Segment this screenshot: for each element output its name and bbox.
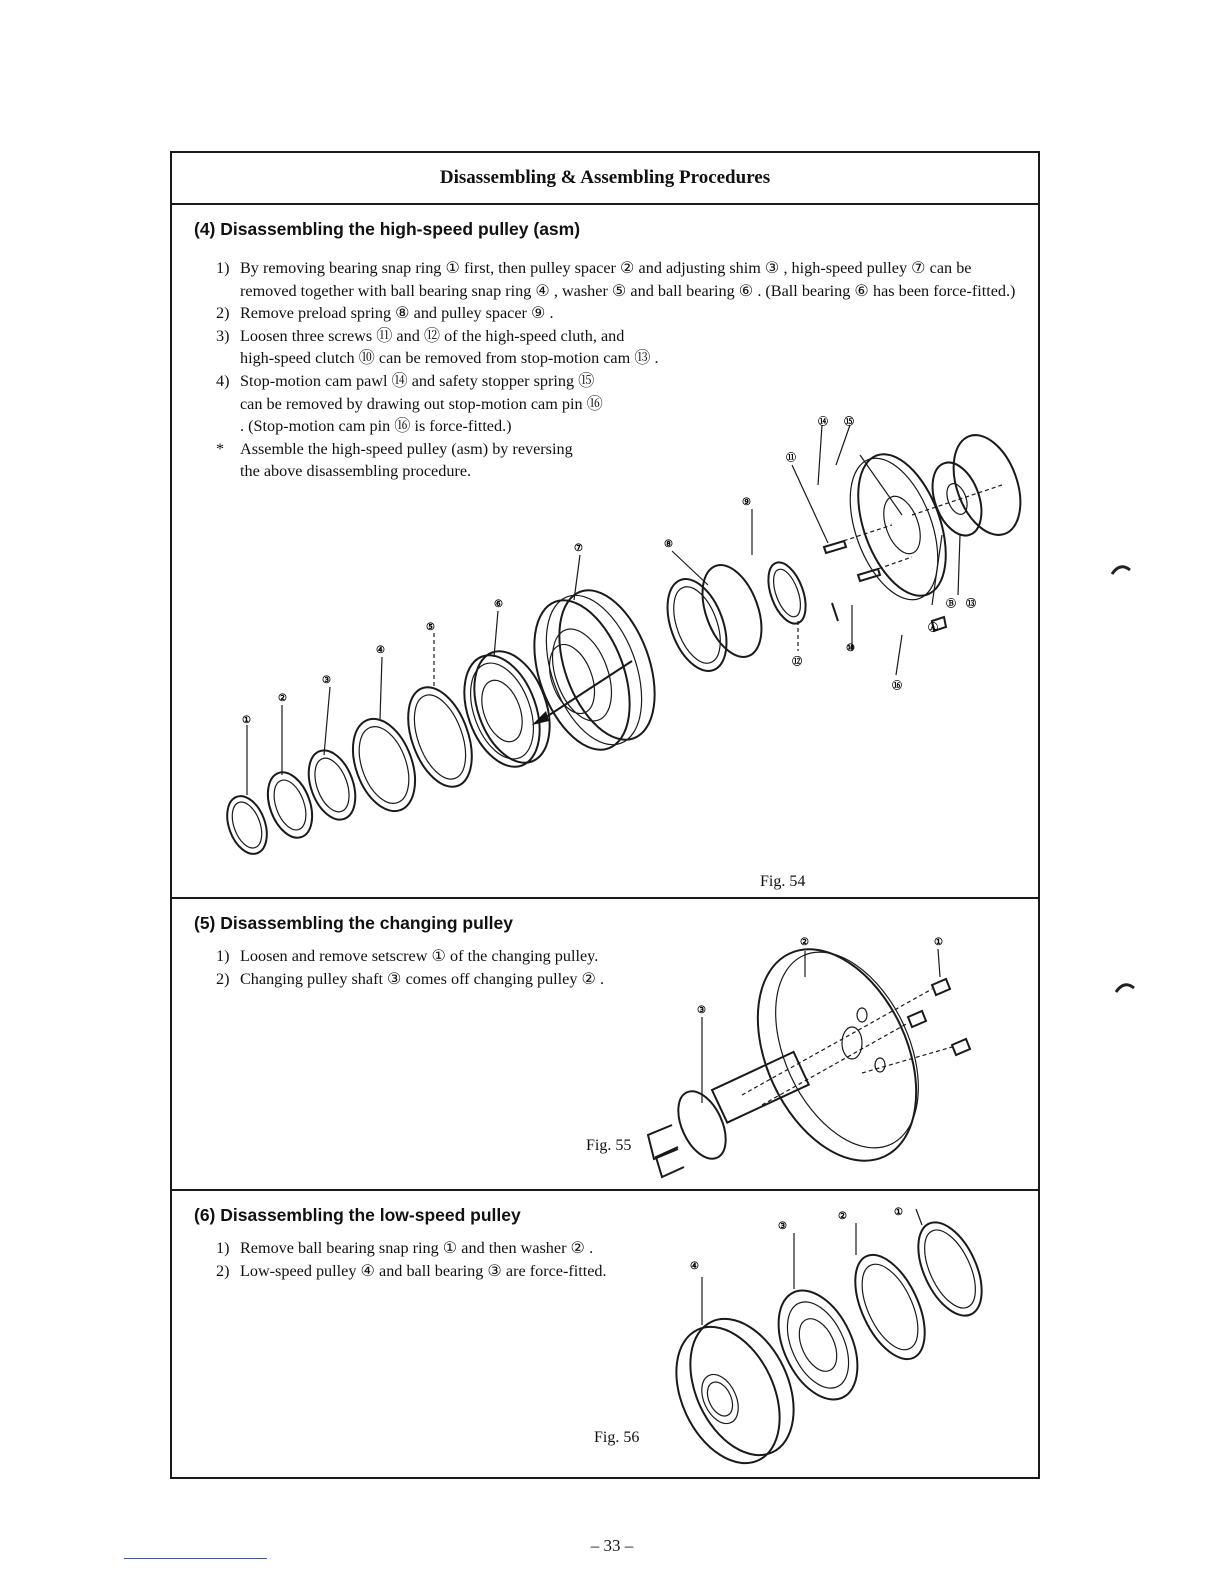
- step-item: 2) Changing pulley shaft ③ comes off changing pulley ② .: [216, 969, 605, 988]
- svg-text:②: ②: [278, 693, 287, 704]
- svg-text:①: ①: [894, 1207, 903, 1218]
- step-item: * Assemble the high-speed pulley (asm) by reversing the above disassembling procedure.: [216, 439, 573, 481]
- svg-text:①: ①: [934, 937, 943, 948]
- section-low-speed-pulley: [172, 1191, 1038, 1479]
- page-number: – 33 –: [590, 1536, 634, 1555]
- setscrew-parts: [908, 979, 970, 1055]
- section-high-speed-pulley: [172, 205, 1038, 899]
- svg-text:⑩: ⑩: [846, 643, 855, 654]
- stop-motion-cam-part: [923, 426, 1033, 544]
- svg-text:⑨: ⑨: [742, 497, 751, 508]
- step-list: [216, 945, 626, 990]
- snap-ring-part: [905, 1213, 994, 1326]
- scan-mark: [1110, 562, 1132, 576]
- high-speed-clutch-part: [833, 442, 963, 611]
- step-item: 1) By removing bearing snap ring ① first, then pulley spacer ② and adjusting shim ③ , high-speed pulley ⑦ can be removed together with ball bearing snap ring ④ , washer ⑤ and ball bearing ⑥ . (Ball bearing ⑥ has been force-fitted.): [216, 259, 1016, 300]
- pulley-spacer-9-part: [761, 557, 813, 628]
- fig56-callouts: [690, 1207, 903, 1272]
- low-speed-pulley-part: [656, 1302, 814, 1479]
- step-item: 2) Remove preload spring ⑧ and pulley spacer ⑨ .: [216, 304, 554, 323]
- leader-lines: [702, 1209, 922, 1325]
- svg-text:⑭: ⑭: [818, 417, 828, 428]
- snap-ring-part: [220, 791, 274, 860]
- header-row: [172, 153, 1038, 205]
- svg-text:②: ②: [800, 937, 809, 948]
- changing-pulley-part: [726, 924, 948, 1186]
- fig54-callouts: [242, 415, 976, 726]
- fig56-exploded-drawing: [668, 1205, 1008, 1475]
- svg-text:③: ③: [778, 1221, 787, 1232]
- footer-rule: [124, 1558, 267, 1559]
- svg-text:⑪: ⑪: [786, 453, 796, 464]
- svg-text:⑤: ⑤: [426, 622, 435, 633]
- svg-text:①: ①: [242, 715, 251, 726]
- svg-text:⑬: ⑬: [966, 599, 976, 610]
- preload-spring-part: [656, 557, 773, 679]
- svg-text:④: ④: [376, 645, 385, 656]
- svg-text:②: ②: [838, 1211, 847, 1222]
- step-item: 1) Loosen and remove setscrew ① of the changing pulley.: [216, 947, 599, 965]
- fig-56-label: Fig. 56: [594, 1429, 640, 1446]
- adjusting-shim-part: [300, 744, 364, 826]
- svg-text:③: ③: [322, 675, 331, 686]
- svg-text:⑯: ⑯: [892, 681, 902, 692]
- pulley-spacer-part: [260, 766, 321, 844]
- procedure-frame: [170, 151, 1040, 1479]
- svg-text:⑫: ⑫: [792, 657, 802, 668]
- svg-text:③: ③: [697, 1005, 706, 1016]
- step-list: [216, 1237, 636, 1282]
- fig55-callouts: [697, 937, 943, 1016]
- fig-55-label: Fig. 55: [586, 1137, 632, 1154]
- svg-text:⑮: ⑮: [844, 417, 854, 428]
- ball-bearing-part: [450, 641, 564, 777]
- step-item: 3) Loosen three screws ⑪ and ⑫ of the high-speed cluth, and high-speed clutch ⑩ can be removed from stop-motion cam ⑬ .: [216, 326, 659, 368]
- step-item: 4) Stop-motion cam pawl ⑭ and safety stopper spring ⑮ can be removed by drawing out stop-motion cam pin ⑯ . (Stop-motion cam pin ⑯ is force-fitted.): [216, 371, 603, 436]
- svg-text:⑧: ⑧: [664, 539, 673, 550]
- section-changing-pulley: [172, 899, 1038, 1191]
- svg-text:Ⓐ: Ⓐ: [928, 623, 938, 634]
- svg-text:⑥: ⑥: [494, 599, 503, 610]
- fig54-exploded-drawing: [212, 417, 1032, 895]
- step-item: 2) Low-speed pulley ④ and ball bearing ③ are force-fitted.: [216, 1261, 607, 1280]
- step-item: 1) Remove ball bearing snap ring ① and then washer ② .: [216, 1239, 594, 1257]
- page-title: Disassembling & Assembling Procedures: [439, 167, 771, 188]
- fig-54-label: Fig. 54: [760, 873, 806, 890]
- section-title: (4) Disassembling the high-speed pulley (asm): [194, 219, 581, 239]
- svg-text:④: ④: [690, 1261, 699, 1272]
- section-title: (6) Disassembling the low-speed pulley: [194, 1205, 521, 1225]
- fig55-exploded-drawing: [652, 925, 992, 1185]
- svg-text:Ⓑ: Ⓑ: [946, 599, 956, 610]
- section-title: (5) Disassembling the changing pulley: [194, 913, 513, 933]
- svg-text:⑦: ⑦: [574, 543, 583, 554]
- scan-mark: [1114, 980, 1136, 994]
